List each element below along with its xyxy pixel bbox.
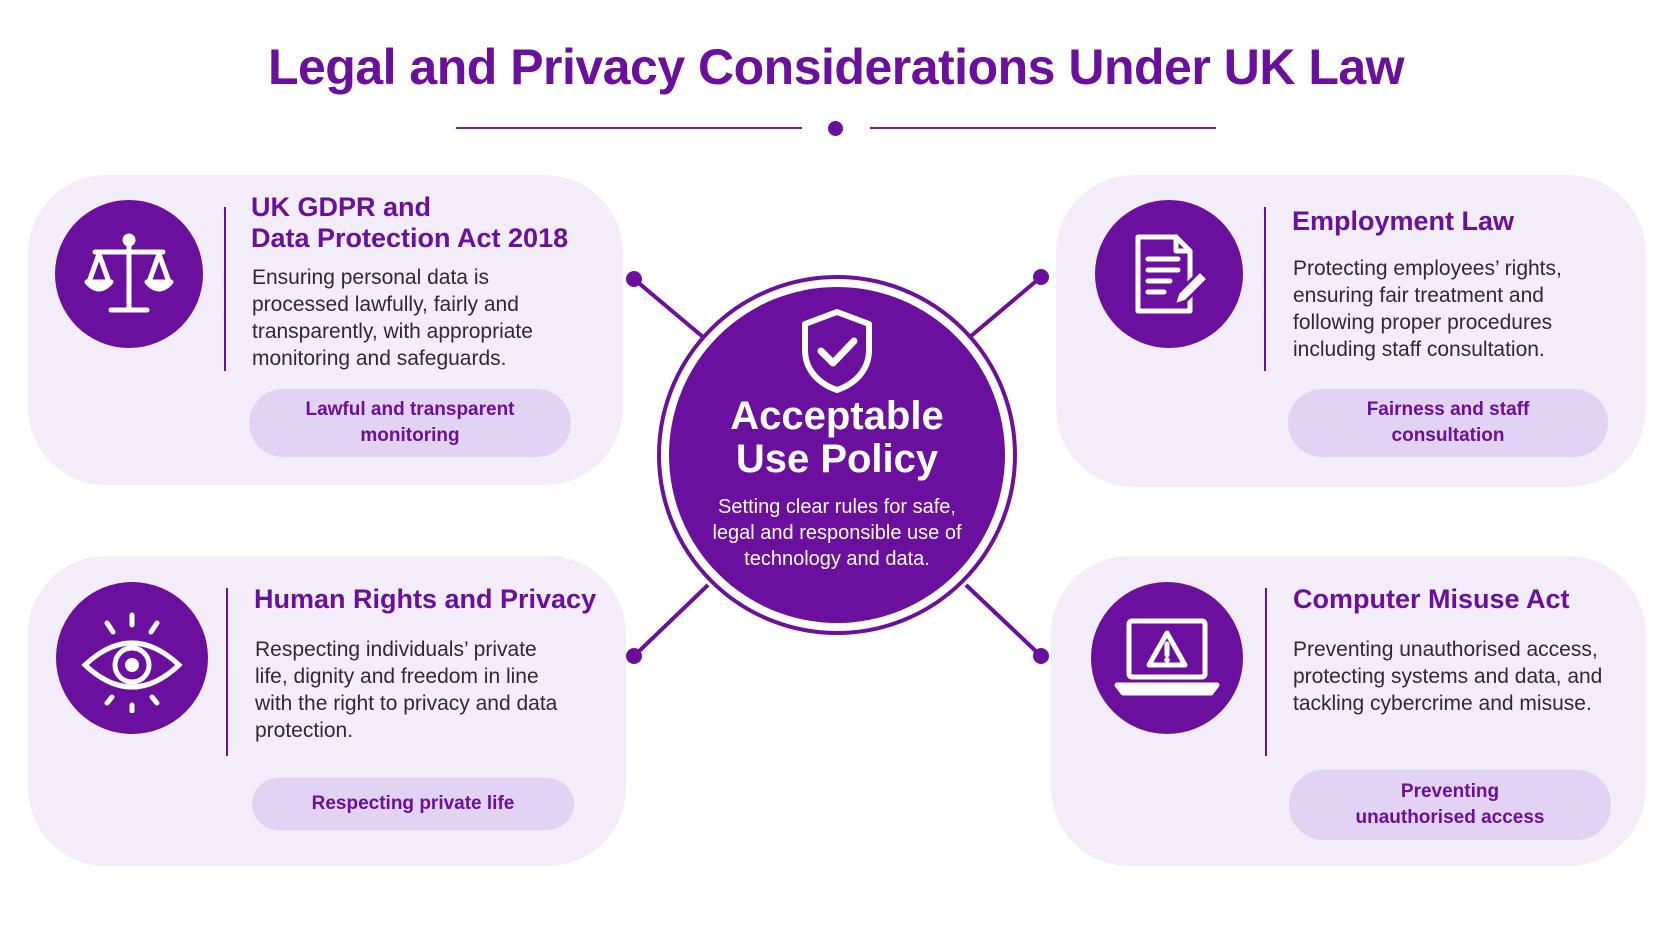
- card-description: Preventing unauthorised access, protecting systems and data, and tackling cybercrime and misuse.: [1293, 638, 1603, 715]
- document-edit-icon: [1124, 229, 1214, 319]
- connector-bottom-left: [634, 585, 708, 656]
- card-description: Respecting individuals’ private life, dignity and freedom in line with the right to privacy and data protection.: [255, 638, 558, 742]
- card-tag-pill: Respecting private life: [252, 778, 574, 830]
- card-employment-law: [1056, 175, 1646, 487]
- card-divider-line: [224, 207, 226, 371]
- laptop-warning-icon: [1113, 613, 1221, 703]
- scales-icon: [81, 226, 177, 322]
- center-title-line2: Use Policy: [735, 437, 939, 481]
- card-heading-line1: Employment Law: [1292, 206, 1515, 236]
- page-title: Legal and Privacy Considerations Under UK Law: [267, 39, 1405, 95]
- card-heading: [1293, 584, 1633, 615]
- scales-icon-circle: [55, 200, 203, 348]
- card-heading-line1: UK GDPR and: [251, 192, 432, 222]
- connector-dot-top-left: [626, 271, 642, 287]
- connector-top-right: [971, 277, 1041, 336]
- center-description: Setting clear rules for safe, legal and responsible use of technology and data.: [712, 496, 962, 570]
- eye-icon: [77, 603, 187, 713]
- document-edit-icon-circle: [1095, 200, 1243, 348]
- card-divider-line: [1264, 207, 1266, 371]
- card-uk-gdpr: [28, 175, 623, 485]
- card-heading: [1292, 206, 1622, 237]
- card-heading-line1: Human Rights and Privacy: [254, 584, 597, 614]
- center-title-line1: Acceptable: [730, 394, 944, 438]
- shield-check-icon: [797, 308, 877, 399]
- connector-top-left: [634, 279, 703, 337]
- card-heading-line1: Computer Misuse Act: [1293, 584, 1570, 614]
- card-divider-line: [226, 588, 228, 756]
- card-description: Ensuring personal data is processed lawfully, fairly and transparently, with appropriate monitoring and safeguards.: [252, 266, 533, 370]
- card-computer-misuse-act: [1051, 556, 1646, 866]
- card-tag-pill: Lawful and transparent monitoring: [249, 389, 571, 457]
- card-tag-pill: Preventing unauthorised access: [1289, 770, 1611, 840]
- connector-dot-top-right: [1033, 269, 1049, 285]
- eye-icon-circle: [56, 582, 208, 734]
- center-title: [669, 395, 1005, 481]
- connector-dot-bottom-right: [1033, 648, 1049, 664]
- card-heading-line2: Data Protection Act 2018: [251, 223, 569, 253]
- connector-dot-bottom-left: [626, 648, 642, 664]
- connector-bottom-right: [966, 585, 1041, 656]
- card-tag-pill: Fairness and staff consultation: [1288, 389, 1608, 457]
- card-divider-line: [1265, 588, 1267, 756]
- laptop-warning-icon-circle: [1091, 582, 1243, 734]
- card-description: Protecting employees’ rights, ensuring fair treatment and following proper procedures including staff consultation.: [1293, 257, 1562, 361]
- card-human-rights: [28, 556, 626, 866]
- card-heading: [254, 584, 614, 615]
- card-heading: [251, 192, 611, 254]
